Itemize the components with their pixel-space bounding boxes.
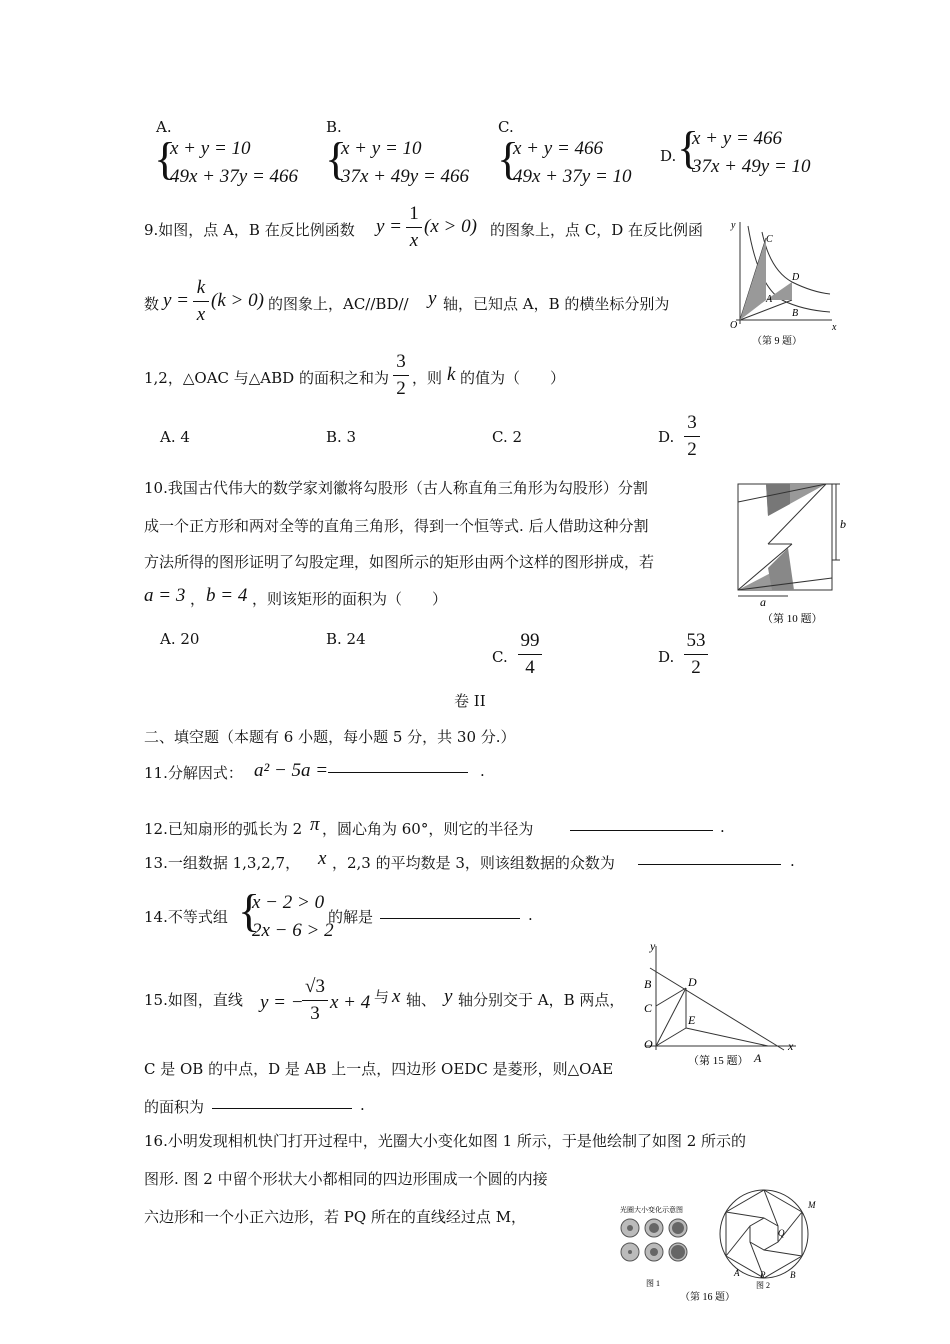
q15-func-tail: x + 4 [330, 992, 371, 1013]
q9-func2-den: x [196, 304, 206, 325]
q12-text-b: ，圆心角为 60°，则它的半径为 [322, 820, 534, 838]
q9-text-2b: 的图象上，AC//BD// [268, 295, 409, 313]
q9-fig-label-x: x [832, 322, 837, 333]
q15-figure [636, 938, 806, 1068]
q16-fig-label-q: Q [778, 1228, 785, 1238]
q15-x: x [392, 986, 401, 1007]
q9-func2-num: k [196, 277, 206, 298]
q14-brace: { [238, 885, 261, 936]
q15-text-2: C 是 OB 的中点，D 是 AB 上一点，四边形 OEDC 是菱形，则△OAE [144, 1060, 614, 1078]
q14-text-b: 的解是 [328, 908, 374, 926]
q15-fig-label-o: O [644, 1037, 653, 1051]
q14-eq2: 2x − 6 > 2 [252, 920, 334, 941]
q10-text-2: 成一个正方形和两对全等的直角三角形，得到一个恒等式. 后人借助这种分割 [144, 517, 649, 535]
q9-fig-caption: （第 9 题） [752, 336, 802, 347]
q9-option-a: A. 4 [160, 428, 190, 446]
q10-option-d-den: 2 [691, 657, 701, 678]
q9-figure [722, 216, 842, 352]
q13-answer-blank[interactable] [638, 848, 781, 865]
q10-option-a: A. 20 [160, 630, 200, 648]
q9-area-num: 3 [396, 351, 406, 372]
q14-end: . [528, 906, 533, 924]
section-part2-heading: 二、填空题（本题有 6 小题，每小题 5 分，共 30 分.） [144, 728, 516, 746]
q9-fig-label-b: B [792, 308, 799, 319]
q9-fig-label-c: C [766, 234, 773, 245]
q16-fig1-caption: 图 1 [646, 1279, 660, 1288]
q12-answer-blank[interactable] [570, 814, 713, 831]
q10-figure [732, 478, 852, 628]
q9-area-fraction [393, 351, 409, 400]
q15-fig-label-y: y [650, 939, 656, 953]
q10-sep: ， [190, 590, 206, 608]
q12-end: . [720, 818, 725, 836]
q9-text-2a: 数 [144, 295, 160, 313]
q10-fig-label-b: b [840, 517, 846, 531]
q9-y-axis: y [428, 288, 437, 309]
q9-fig-label-a: A [766, 294, 773, 305]
q10-text-3: 方法所得的图形证明了勾股定理，如图所示的矩形由两个这样的图形拼成，若 [144, 553, 655, 571]
q14-eq1: x − 2 > 0 [252, 892, 325, 913]
q9-option-d-fraction [684, 412, 700, 461]
q9-text-1a: 9.如图，点 A，B 在反比例函数 [144, 221, 355, 239]
q8-option-c-eq1: x + y = 466 [513, 138, 604, 159]
q16-fig-label-m: M [808, 1200, 816, 1210]
q8-option-d-eq2: 37x + 49y = 10 [692, 156, 811, 177]
q16-fig-caption: （第 16 题） [680, 1292, 735, 1303]
q16-fig-label-p: P [760, 1270, 766, 1280]
q9-func2-cond: (k > 0) [211, 290, 264, 311]
q10-option-c-fraction [518, 630, 542, 679]
q10-fig-caption: （第 10 题） [762, 613, 823, 625]
q8-option-b-eq2: 37x + 49y = 466 [341, 166, 470, 187]
q10-var-a: a = 3 [144, 585, 186, 606]
q9-text-1b: 的图象上，点 C，D 在反比例函 [490, 221, 704, 239]
q10-var-b: b = 4 [206, 585, 248, 606]
q16-fig-label-b: B [790, 1270, 796, 1280]
q10-option-d-num: 53 [686, 630, 706, 651]
q15-fig-label-a: A [754, 1051, 762, 1065]
q8-option-b-brace: { [325, 133, 348, 184]
q8-option-b-label: B. [326, 118, 342, 136]
q8-option-a-label: A. [156, 118, 172, 136]
q15-text-3: 的面积为 [144, 1098, 205, 1116]
q13-end: . [790, 852, 795, 870]
q10-option-d-fraction [684, 630, 708, 679]
q9-option-d-num: 3 [687, 412, 697, 433]
q8-option-a-brace: { [154, 133, 177, 184]
q10-fig-label-a: a [760, 595, 766, 609]
q15-text-c: 轴、 [406, 991, 437, 1009]
q15-fig-label-d: D [688, 975, 697, 989]
q8-option-c-eq2: 49x + 37y = 10 [513, 166, 632, 187]
q15-func-fraction [302, 976, 328, 1025]
q9-option-c: C. 2 [492, 428, 523, 446]
q9-func1-den: x [409, 230, 419, 251]
q11-answer-blank[interactable] [328, 756, 468, 773]
q15-text-d: 轴分别交于 A，B 两点， [458, 991, 625, 1009]
q8-option-a-eq2: 49x + 37y = 466 [170, 166, 299, 187]
q9-option-d: D. [658, 428, 675, 446]
q8-option-c-label: C. [498, 118, 514, 136]
q15-func-den: 3 [310, 1003, 320, 1024]
q8-option-c-brace: { [497, 133, 520, 184]
q15-fig-label-e: E [688, 1013, 696, 1027]
q10-option-c-num: 99 [520, 630, 540, 651]
q9-text-2c: 轴，已知点 A，B 的横坐标分别为 [443, 295, 670, 313]
q10-text-1: 10.我国古代伟大的数学家刘徽将勾股形（古人称直角三角形为勾股形）分割 [144, 479, 648, 497]
q9-text-3a: 1,2，△OAC 与△ABD 的面积之和为 [144, 369, 389, 387]
q9-fig-label-o: O [730, 320, 738, 331]
q8-option-d-brace: { [677, 122, 700, 173]
q8-option-d-label: D. [660, 147, 677, 165]
q14-text-a: 14.不等式组 [144, 908, 228, 926]
q16-text-3: 六边形和一个小正六边形，若 PQ 所在的直线经过点 M， [144, 1208, 527, 1226]
q9-fig-label-d: D [792, 272, 800, 283]
q9-option-b: B. 3 [326, 428, 357, 446]
q9-option-d-den: 2 [687, 439, 697, 460]
q16-text-1: 16.小明发现相机快门打开过程中，光圈大小变化如图 1 所示，于是他绘制了如图 2 所示的 [144, 1132, 747, 1150]
q15-fig-label-b: B [644, 977, 652, 991]
q11-expr: a² − 5a = [254, 760, 329, 781]
q16-text-2: 图形. 图 2 中留个形状大小都相同的四边形围成一个圆的内接 [144, 1170, 548, 1188]
q13-x: x [318, 848, 327, 869]
q8-option-d-eq1: x + y = 466 [692, 128, 783, 149]
q9-k-var: k [447, 364, 456, 385]
q9-func2-fraction [193, 277, 209, 326]
q15-fig-caption: （第 15 题） [688, 1055, 749, 1067]
q11-text: 11.分解因式： [144, 764, 243, 782]
q16-fig-label-a: A [734, 1268, 740, 1278]
section-title: 卷 II [454, 692, 486, 710]
q9-area-den: 2 [396, 378, 406, 399]
q15-fig-label-x: x [788, 1039, 794, 1053]
q15-func-num: √3 [305, 976, 325, 997]
q15-fig-label-c: C [644, 1001, 653, 1015]
q9-func1-num: 1 [409, 203, 419, 224]
q10-text-4: ，则该矩形的面积为（ ） [252, 590, 448, 608]
q9-fig-label-y: y [731, 220, 736, 231]
q15-text-a: 15.如图，直线 [144, 991, 243, 1009]
q15-y: y [444, 986, 453, 1007]
q16-fig2-caption: 图 2 [756, 1281, 770, 1290]
q13-text-b: ，2,3 的平均数是 3，则该组数据的众数为 [332, 854, 615, 872]
q12-text-a: 12.已知扇形的弧长为 2 [144, 820, 303, 838]
q10-option-c: C. [492, 648, 508, 666]
q10-option-b: B. 24 [326, 630, 366, 648]
q15-answer-blank[interactable] [212, 1092, 352, 1109]
q15-text-b: 与 [374, 988, 390, 1006]
q9-func1: y = [376, 216, 403, 237]
q9-func1-cond: (x > 0) [424, 216, 477, 237]
q13-text-a: 13.一组数据 1,3,2,7， [144, 854, 301, 872]
q15-end: . [360, 1096, 365, 1114]
q16-figure [614, 1180, 834, 1306]
q10-option-c-den: 4 [525, 657, 535, 678]
q12-pi: π [310, 814, 320, 835]
q8-option-b-eq1: x + y = 10 [341, 138, 422, 159]
q16-fig1-title: 光圈大小变化示意图 [620, 1206, 683, 1214]
q10-option-d: D. [658, 648, 675, 666]
q11-end: . [480, 762, 485, 780]
q15-func: y = − [260, 992, 304, 1013]
q9-func2: y = [163, 290, 190, 311]
q9-text-3b: ，则 [412, 369, 443, 387]
q14-answer-blank[interactable] [380, 902, 520, 919]
q9-func1-fraction [406, 203, 422, 252]
q8-option-a-eq1: x + y = 10 [170, 138, 251, 159]
q9-text-3c: 的值为（ ） [460, 369, 566, 387]
